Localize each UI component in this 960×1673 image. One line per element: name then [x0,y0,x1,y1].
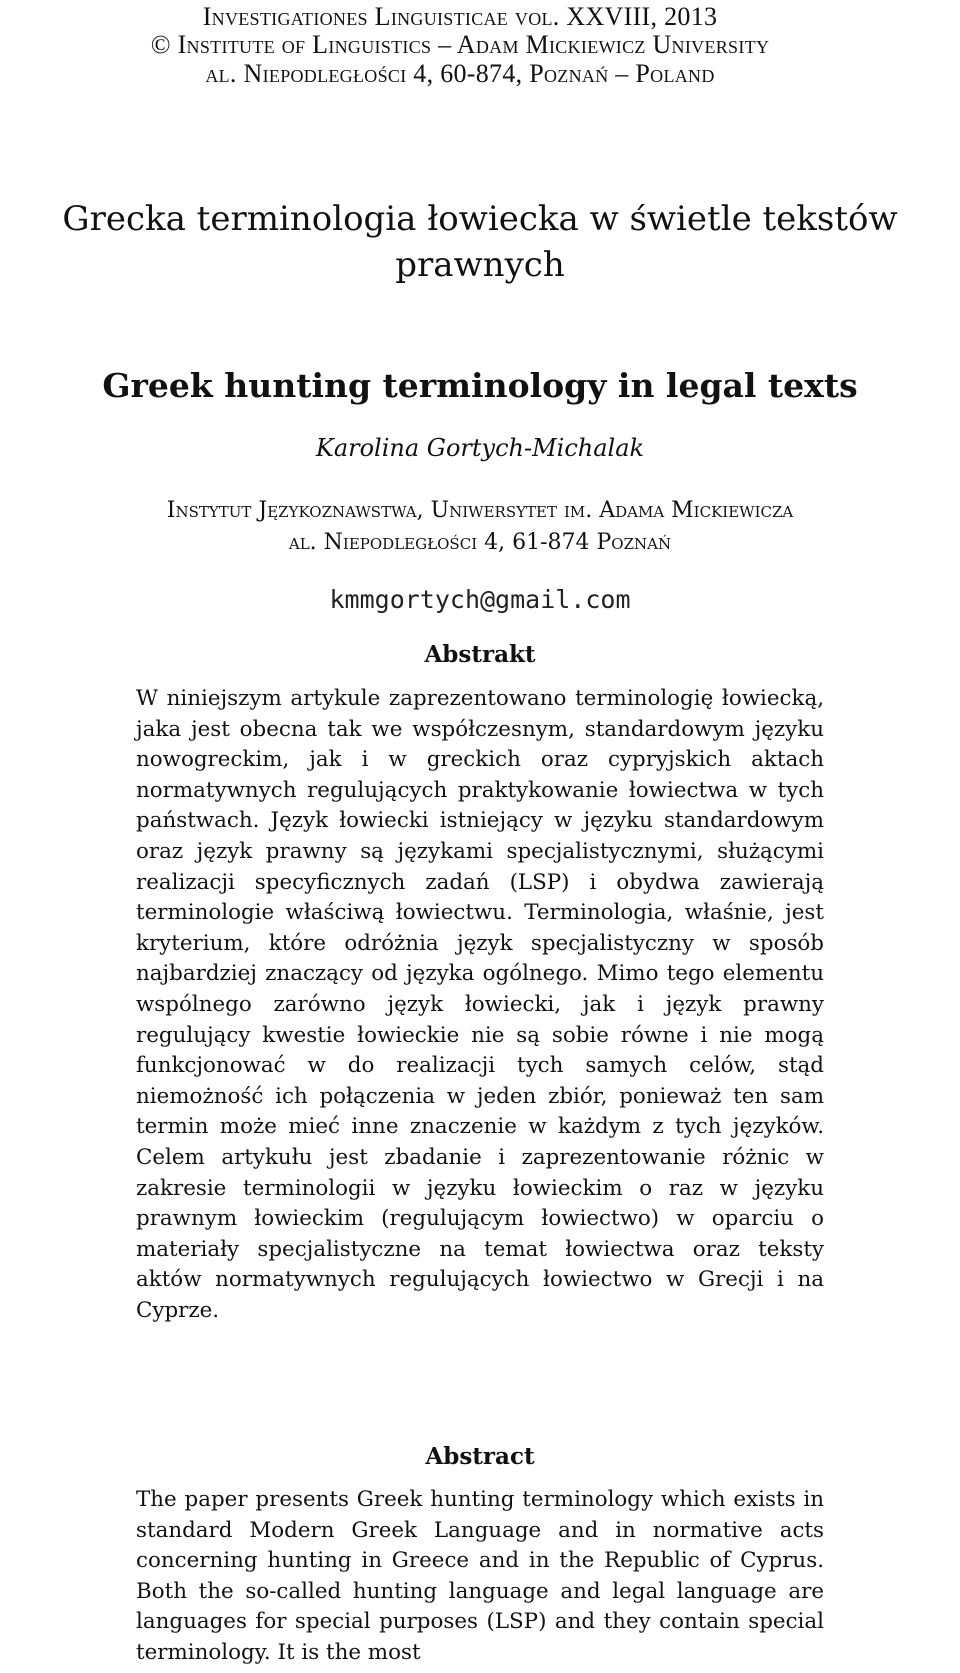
title-english: Greek hunting terminology in legal texts [102,366,858,405]
title-polish: Grecka terminologia łowiecka w świetle tekstów prawnych [62,199,898,285]
author-name: Karolina Gortych-Michalak [315,434,645,462]
abstract-heading: Abstract [425,1443,535,1470]
author-email[interactable]: kmmgortych@gmail.com [329,585,631,614]
abstrakt-text: W niniejszym artykule zaprezentowano terminologię łowiecką, jaka jest obecna tak we współczesnym, standardowym języku nowogreckim, jak i w greckich oraz cypryjskich aktach normatywnych regulujących praktykowanie łowiectwa w tych państwach. Język łowiecki istniejący w języku standardowym oraz język prawny są językami specjalistycznymi, służącymi realizacji specyficznych zadań (LSP) i obydwa zawierają terminologie właściwą łowiectwu. Terminologia, właśnie, jest kryterium, które odróżnia język specjalistyczny w sposób najbardziej znaczący od języka ogólnego. Mimo tego elementu wspólnego zarówno język łowiecki, jak i język prawny regulujący kwestie łowieckie nie są sobie równe i nie mogą funkcjonować w do realizacji tych samych celów, stąd niemożność ich połączenia w jeden zbiór, ponieważ ten sam termin może mieć inne znaczenie w każdym z tych języków. Celem artykułu jest zbadanie i zaprezentowanie różnic w zakresie terminologii w języku łowieckim o raz w języku prawnym łowieckim (regulującym łowiectwo) w oparciu o materiały specjalistyczne na temat łowiectwa oraz teksty aktów normatywnych regulujących łowiectwo w Grecji i na Cyprze. [136,686,824,1323]
abstract-text: The paper presents Greek hunting terminology which exists in standard Modern Greek Language and in normative acts concerning hunting in Greece and in the Republic of Cyprus. Both the so-called hunting language and legal language are languages for special purposes (LSP) and they contain special terminology. It is the most [136,1487,824,1665]
journal-header-line: Investigationes Linguisticae vol. XXVIII, 2013 [202,2,718,31]
abstrakt-heading: Abstrakt [424,641,536,668]
address-line: al. Niepodległości 4, 60-874, Poznań – Poland [205,59,715,88]
affiliation-line: Instytut Językoznawstwa, Uniwersytet im. Adama Mickiewicza [166,498,794,523]
affiliation-address: al. Niepodległości 4, 61-874 Poznań [288,530,672,555]
copyright-line: © Institute of Linguistics – Adam Mickiewicz University [150,30,770,59]
